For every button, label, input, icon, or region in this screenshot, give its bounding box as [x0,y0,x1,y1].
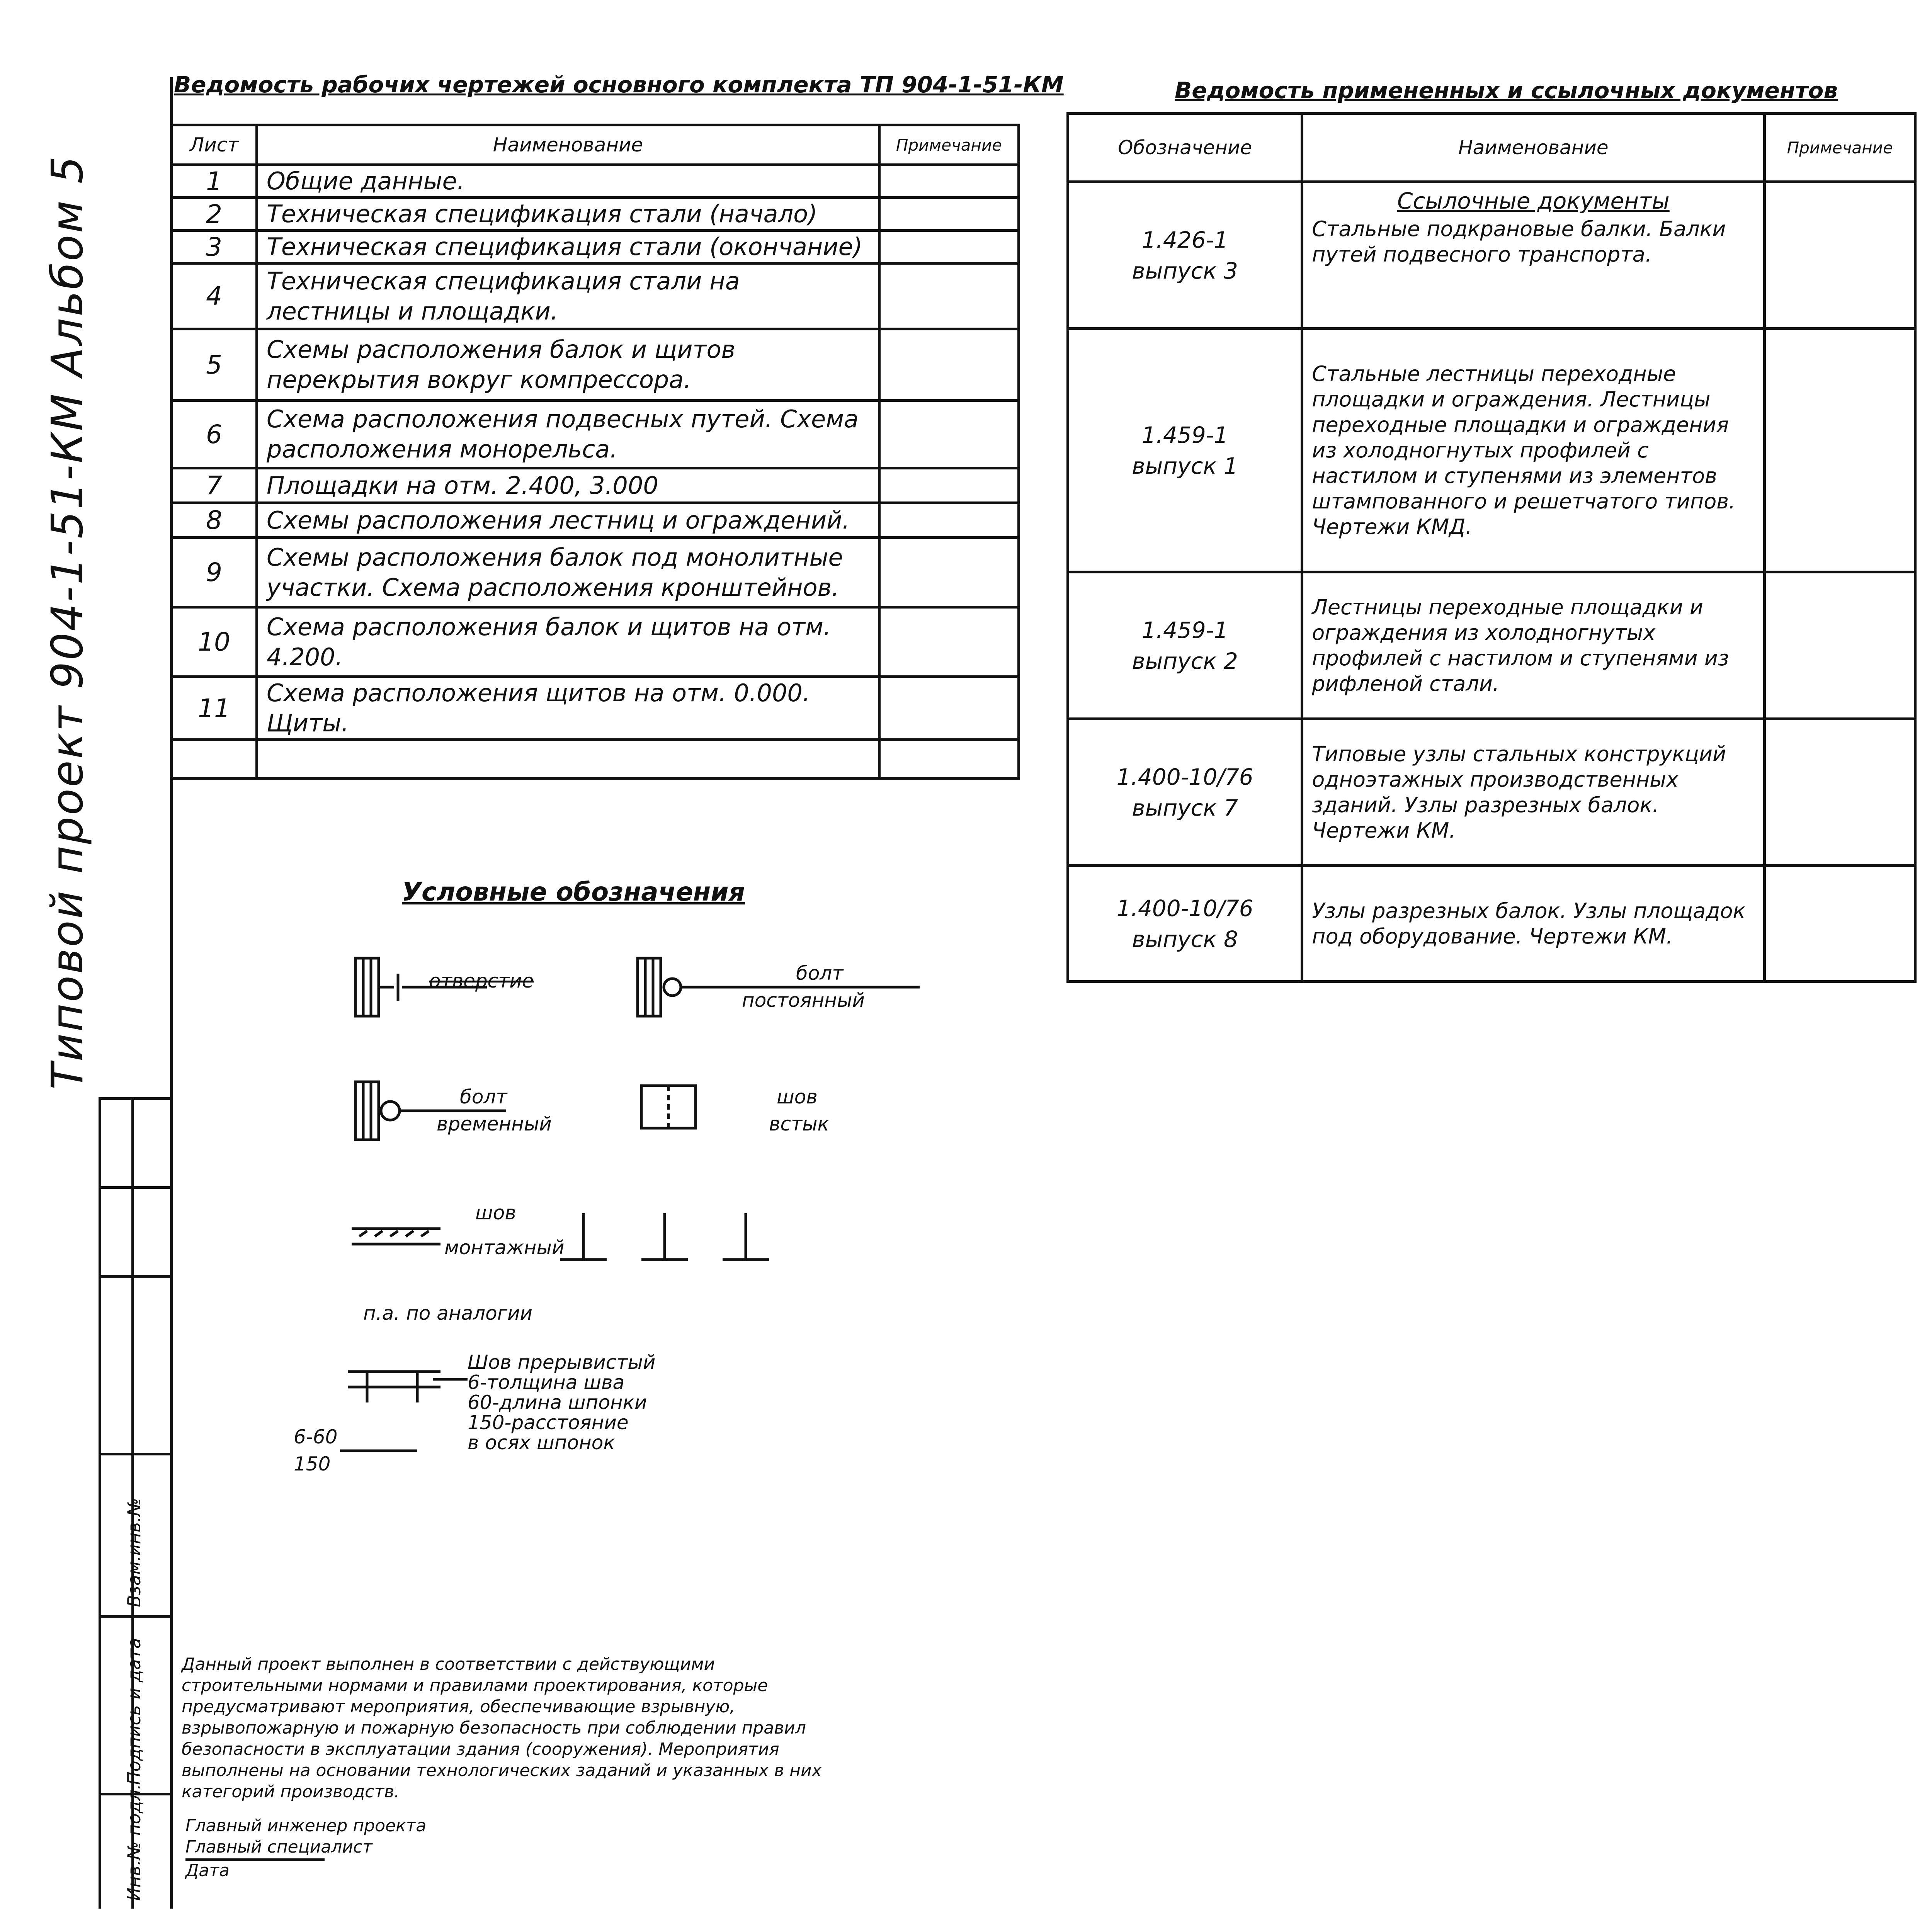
sheet-number: 7 [172,468,257,503]
sheet-note [879,503,1019,538]
sheet-name: Схемы расположения балок под монолитные участки. Схема расположения кронштейнов. [257,538,879,607]
docs-table [1066,112,1917,983]
sheet-name: Техническая спецификация стали (начало) [257,198,879,231]
sheet-name: Общие данные. [257,165,879,198]
legend-intermittent-line: Шов прерывистый [468,1351,656,1374]
doc-name: Стальные подкрановые балки. Балки путей подвесного транспорта. [1312,217,1726,267]
sheets-header-sheet: Лист [172,125,257,165]
sheets-table [170,124,1020,780]
side-title: Типовой проект 904-1-51-КМ Альбом 5 [43,155,93,1090]
sheets-header-note: Примечание [879,125,1019,165]
legend-hole-label: отверстие [429,970,534,992]
sheet-number: 2 [172,198,257,231]
sheet-note [879,263,1019,329]
legend-intermittent-dim-bottom: 150 [294,1453,331,1475]
doc-code: 1.426-1 выпуск 3 [1068,182,1302,329]
sheet-name: Схема расположения щитов на отм. 0.000. Щиты. [257,677,879,740]
sheet-number: 4 [172,263,257,329]
legend-field-weld-label-2: монтажный [444,1236,565,1259]
tee-sections [560,1213,769,1260]
doc-code: 1.459-1 выпуск 1 [1068,329,1302,572]
doc-note [1765,182,1915,329]
sheet-name: Техническая спецификация стали (окончание) [257,231,879,263]
doc-name: Лестницы переходные площадки и ограждения из холодногнутых профилей с настилом и ступенями из рифленой стали. [1302,572,1765,719]
legend-bolt-temporary-label-2: временный [437,1113,552,1135]
side-stamp-label-inv: Инв.№ подл. [124,1784,145,1901]
sheet-number: 6 [172,401,257,468]
sheet-note [879,165,1019,198]
legend-intermittent-dim-top: 6-60 [294,1426,338,1448]
doc-note [1765,572,1915,719]
legend-analogy: п.а. по аналогии [363,1302,532,1324]
compliance-text: Данный проект выполнен в соответствии с действующими строительными нормами и правилами проектирования, которые предусматривают мероприятия, обеспечивающие взрывную, взрывопожарную и пожарную безопасность при соблюдении правил безопасности в эксплуатации здания (сооружения). Мероприятия выполнены на основании технологических заданий и указанных в них категорий производств. [182,1654,822,1802]
legend-butt-weld-label-1: шов [777,1086,818,1108]
legend-title: Условные обозначения [402,877,745,907]
sheet-note [879,468,1019,503]
sheets-table-title: Ведомость рабочих чертежей основного комплекта ТП 904-1-51-КМ [174,71,1064,98]
legend-intermittent-line: 60-длина шпонки [468,1391,647,1414]
docs-header-code: Обозначение [1068,114,1302,182]
docs-header-note: Примечание [1765,114,1915,182]
intermittent-weld-symbol [340,1372,468,1451]
legend-bolt-permanent-label-2: постоянный [742,989,865,1011]
sheet-name [257,740,879,779]
doc-code: 1.400-10/76 выпуск 8 [1068,866,1302,982]
sheet-name: Схемы расположения лестниц и ограждений. [257,503,879,538]
docs-header-name: Наименование [1302,114,1765,182]
sheet-number: 9 [172,538,257,607]
sheets-header-name: Наименование [257,125,879,165]
sheet-number: 10 [172,607,257,677]
doc-code: 1.459-1 выпуск 2 [1068,572,1302,719]
sheet-note [879,401,1019,468]
sheet-name: Схемы расположения балок и щитов перекрытия вокруг компрессора. [257,329,879,401]
docs-table-title: Ведомость примененных и ссылочных документов [1175,77,1838,104]
doc-code: 1.400-10/76 выпуск 7 [1068,719,1302,866]
legend-intermittent-line: 150-расстояние [468,1411,629,1434]
legend-butt-weld-label-2: встык [769,1113,829,1135]
sheet-note [879,231,1019,263]
sheet-number: 11 [172,677,257,740]
sheet-number: 8 [172,503,257,538]
legend-bolt-permanent-label-1: болт [796,962,844,984]
field-weld-symbol [352,1229,440,1244]
docs-section-title: Ссылочные документы [1397,188,1670,214]
sheet-number: 3 [172,231,257,263]
side-stamp-label-sign: Подпись и дата [124,1637,145,1785]
sheet-note [879,538,1019,607]
sheet-number: 5 [172,329,257,401]
sheet-number [172,740,257,779]
sheet-note [879,607,1019,677]
sheet-number: 1 [172,165,257,198]
doc-name: Стальные лестницы переходные площадки и ограждения. Лестницы переходные площадки и ограждения из холодногнутых профилей с настилом и ступенями из элементов штампованного и решетчатого типов. Чертежи КМД. [1302,329,1765,572]
sheet-note [879,740,1019,779]
side-stamp-label-replace: Взам.инв.№ [124,1498,145,1607]
doc-name: Узлы разрезных балок. Узлы площадок под оборудование. Чертежи КМ. [1302,866,1765,982]
compliance-date: Дата [185,1858,325,1880]
doc-name: Типовые узлы стальных конструкций одноэтажных производственных зданий. Узлы разрезных балок. Чертежи КМ. [1302,719,1765,866]
doc-note [1765,329,1915,572]
sheet-name: Схема расположения балок и щитов на отм. 4.200. [257,607,879,677]
sheet-note [879,677,1019,740]
sheet-name: Техническая спецификация стали на лестницы и площадки. [257,263,879,329]
chief-engineer: Главный инженер проекта [185,1816,427,1836]
doc-note [1765,866,1915,982]
sheet-name: Площадки на отм. 2.400, 3.000 [257,468,879,503]
legend-bolt-temporary-label-1: болт [460,1086,507,1108]
sheet-name: Схема расположения подвесных путей. Схема расположения монорельса. [257,401,879,468]
sheet-note [879,329,1019,401]
legend-intermittent-line: в осях шпонок [468,1431,615,1454]
legend-intermittent-line: 6-толщина шва [468,1371,625,1394]
sheet-note [879,198,1019,231]
doc-note [1765,719,1915,866]
chief-specialist: Главный специалист [185,1837,372,1857]
butt-weld-symbol [641,1086,696,1128]
legend-intermittent [468,1352,655,1453]
legend-field-weld-label-1: шов [475,1202,516,1224]
